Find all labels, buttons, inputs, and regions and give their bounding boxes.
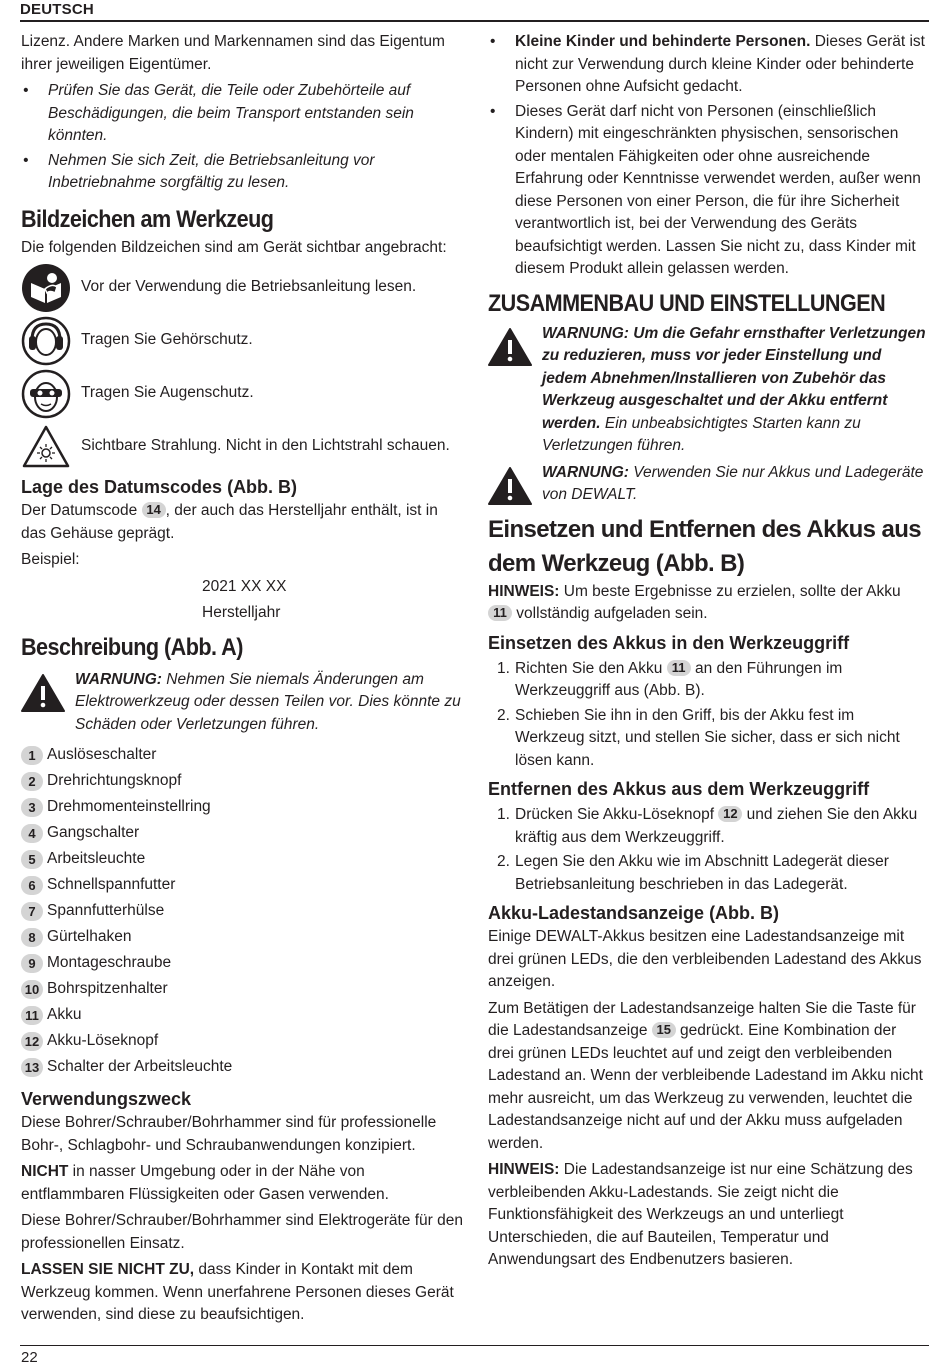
fuel-gauge-text: Zum Betätigen der Ladestandsanzeige halten Sie die Taste für die Ladestandsanzeige 15 gedrückt. Eine Kombination der drei grünen LEDs leuchtet auf und zeigt den verbleibenden Ladestand an. Wenn der verbleibende Ladestand im Akku nicht mehr ausreicht, um das Werkzeug zu verwenden, leuchtet die Ladestandsanzeige nicht auf und der Akku muss aufgeladen werden. (488, 999, 923, 1152)
list-item: 2. Legen Sie den Akku wie im Abschnitt Ladegerät dieser Betriebsanleitung beschrieben in das Ladegerät. (497, 853, 889, 893)
part-number-badge: 13 (21, 1058, 43, 1077)
part-number-badge: 8 (21, 928, 43, 947)
safety-bullet: • Kleine Kinder und behinderte Personen. Dieses Gerät ist nicht zur Verwendung durch kleine Kinder oder behinderte Personen ohne Aufsicht gedacht. (488, 31, 926, 99)
list-item: 13 Schalter der Arbeitsleuchte (21, 1054, 463, 1080)
note-text: HINWEIS: Die Ladestandsanzeige ist nur eine Schätzung des verbleibenden Akku-Ladestands. Sie zeigt nicht die Funktionsfähigkeit des Werkzeugs an und unterliegt Unterschieden, die auf Bauteilen, Temperatur und Anwendungsart des Endbenutzers basieren. (488, 1161, 913, 1268)
part-number-badge: 5 (21, 850, 43, 869)
part-number-badge: 10 (21, 980, 43, 999)
part-number-badge: 4 (21, 824, 43, 843)
warning-block (488, 323, 926, 458)
warning-text: WARNUNG: Verwenden Sie nur Akkus und Ladegeräte von DEWALT. (542, 463, 924, 503)
warning-text: WARNUNG: Nehmen Sie niemals Änderungen am Elektrowerkzeug oder dessen Teilen vor. Dies könnte zu Schäden oder Verletzungen führen. (75, 670, 461, 733)
fuel-gauge-heading: Akku-Ladestandsanzeige (Abb. B) (488, 903, 780, 923)
note-text: HINWEIS: Um beste Ergebnisse zu erzielen, sollte der Akku 11 vollständig aufgeladen sein. (488, 582, 901, 622)
eye-protection-icon (21, 369, 71, 419)
part-number-badge: 3 (21, 798, 43, 817)
part-number-badge: 15 (652, 1022, 676, 1038)
right-column (488, 31, 926, 1276)
part-number-badge: 12 (718, 806, 742, 822)
insert-heading: Einsetzen des Akkus in den Werkzeuggriff (488, 632, 850, 653)
intended-use-text: Diese Bohrer/Schrauber/Bohrhammer sind für professionelle Bohr-, Schlagbohr- und Schraubanwendungen konzipiert. (21, 1114, 437, 1154)
remove-steps (488, 804, 926, 896)
intended-use-heading: Verwendungszweck (21, 1089, 192, 1109)
part-number-badge: 7 (21, 902, 43, 921)
part-number-badge: 11 (21, 1006, 43, 1025)
parts-list (21, 742, 463, 1080)
part-number-badge: 2 (21, 772, 43, 791)
description-heading: Beschreibung (Abb. A) (21, 633, 243, 661)
example-value: 2021 XX XX (202, 577, 287, 595)
symbols-heading: Bildzeichen am Werkzeug (21, 205, 274, 233)
list-item: 7 Spannfutterhülse (21, 898, 463, 924)
warning-icon (488, 466, 532, 506)
list-item: 12 Akku-Löseknopf (21, 1028, 463, 1054)
part-number-badge: 9 (21, 954, 43, 973)
list-item: 6 Schnellspannfutter (21, 872, 463, 898)
list-item: 1. Drücken Sie Akku-Löseknopf 12 und ziehen Sie den Akku kräftig aus dem Werkzeuggriff. (497, 806, 918, 846)
symbol-row (21, 261, 463, 314)
date-code-heading: Lage des Datumscodes (Abb. B) (21, 477, 298, 497)
intro-text: Lizenz. Andere Marken und Markennamen sind das Eigentum ihrer jeweiligen Eigentümer. (21, 33, 445, 73)
symbol-row (21, 367, 463, 420)
header-divider (20, 20, 929, 22)
date-code-text: Der Datumscode 14 , der auch das Herstelljahr enthält, ist in das Gehäuse geprägt. (21, 502, 438, 542)
warning-text: WARNUNG: Um die Gefahr ernsthafter Verletzungen zu reduzieren, muss vor jeder Einstellung und jedem Abnehmen/Installieren von Zubehör das Werkzeug ausgeschaltet und der Akku entfernt werden. Ein unbeabsichtigtes Starten kann zu Verletzungen führen. (542, 324, 926, 454)
part-number-badge: 14 (142, 502, 166, 518)
list-item: 9 Montageschraube (21, 950, 463, 976)
intro-bullet: • Prüfen Sie das Gerät, die Teile oder Zubehörteile auf Beschädigungen, die beim Transport entstanden sein könnten. (21, 80, 463, 148)
symbol-text: Vor der Verwendung die Betriebsanleitung lesen. (81, 278, 417, 296)
symbol-text: Tragen Sie Augenschutz. (81, 384, 254, 402)
warning-block (21, 669, 463, 737)
insert-steps (488, 658, 926, 773)
left-column (21, 31, 463, 1331)
intended-use-text: NICHT in nasser Umgebung oder in der Nähe von entflammbaren Flüssigkeiten oder Gasen verwenden. (21, 1163, 389, 1203)
visible-radiation-icon (21, 422, 71, 472)
list-item: 1 Auslöseschalter (21, 742, 463, 768)
page-number: 22 (21, 1349, 38, 1366)
example-caption: Herstelljahr (202, 604, 281, 621)
intended-use-text: Diese Bohrer/Schrauber/Bohrhammer sind Elektrogeräte für den professionellen Einsatz. (21, 1212, 463, 1252)
part-number-badge: 12 (21, 1032, 43, 1051)
intro-bullet: • Nehmen Sie sich Zeit, die Betriebsanleitung vor Inbetriebnahme sorgfältig zu lesen. (21, 150, 463, 195)
list-item: 10 Bohrspitzenhalter (21, 976, 463, 1002)
list-item: 3 Drehmomenteinstellring (21, 794, 463, 820)
footer-divider (20, 1345, 929, 1346)
part-number-badge: 1 (21, 746, 43, 765)
part-number-badge: 11 (488, 605, 512, 621)
warning-icon (488, 327, 532, 367)
list-item: 8 Gürtelhaken (21, 924, 463, 950)
warning-block (488, 462, 926, 507)
part-number-badge: 6 (21, 876, 43, 895)
symbol-row (21, 314, 463, 367)
read-manual-icon (21, 263, 71, 313)
symbol-row (21, 420, 463, 473)
list-item: 2. Schieben Sie ihn in den Griff, bis der Akku fest im Werkzeug sitzt, und stellen Sie sicher, dass er sich nicht lösen kann. (497, 706, 900, 769)
list-item: 5 Arbeitsleuchte (21, 846, 463, 872)
intended-use-text: LASSEN SIE NICHT ZU, dass Kinder in Kontakt mit dem Werkzeug kommen. Wenn unerfahrene Personen dieses Gerät verwenden, sind diese zu beaufsichtigen. (21, 1261, 454, 1323)
safety-bullet: • Dieses Gerät darf nicht von Personen (einschließlich Kindern) mit eingeschränkten physischen, sensorischen oder mentalen Fähigkeiten oder ohne ausreichende Erfahrung oder Kenntnisse verwendet werden, außer wenn diese Personen von einer Person, die für ihre Sicherheit verantwortlich ist, bei der Verwendung des Geräts beaufsichtigt werden. Lassen Sie nicht zu, dass Kinder mit diesem Produkt allein gelassen werden. (488, 101, 926, 281)
part-number-badge: 11 (667, 660, 691, 676)
list-item: 2 Drehrichtungsknopf (21, 768, 463, 794)
symbol-text: Sichtbare Strahlung. Nicht in den Lichtstrahl schauen. (81, 437, 450, 455)
example-label: Beispiel: (21, 551, 80, 568)
symbols-intro: Die folgenden Bildzeichen sind am Gerät sichtbar angebracht: (21, 238, 447, 256)
symbol-text: Tragen Sie Gehörschutz. (81, 331, 253, 349)
hearing-protection-icon (21, 316, 71, 366)
warning-icon (21, 673, 65, 713)
remove-heading: Entfernen des Akkus aus dem Werkzeuggriff (488, 779, 870, 799)
battery-heading: Einsetzen und Entfernen des Akkus aus dem Werkzeug (Abb. B) (488, 515, 922, 577)
list-item: 4 Gangschalter (21, 820, 463, 846)
list-item: 11 Akku (21, 1002, 463, 1028)
fuel-gauge-text: Einige DEWALT-Akkus besitzen eine Ladestandsanzeige mit drei grünen LEDs, die den verbleibenden Ladestand des Akkus anzeigen. (488, 928, 922, 990)
assembly-heading: ZUSAMMENBAU UND EINSTELLUNGEN (488, 289, 886, 317)
language-header: DEUTSCH (20, 1, 94, 18)
list-item: 1. Richten Sie den Akku 11 an den Führungen im Werkzeuggriff aus (Abb. B). (497, 659, 843, 699)
